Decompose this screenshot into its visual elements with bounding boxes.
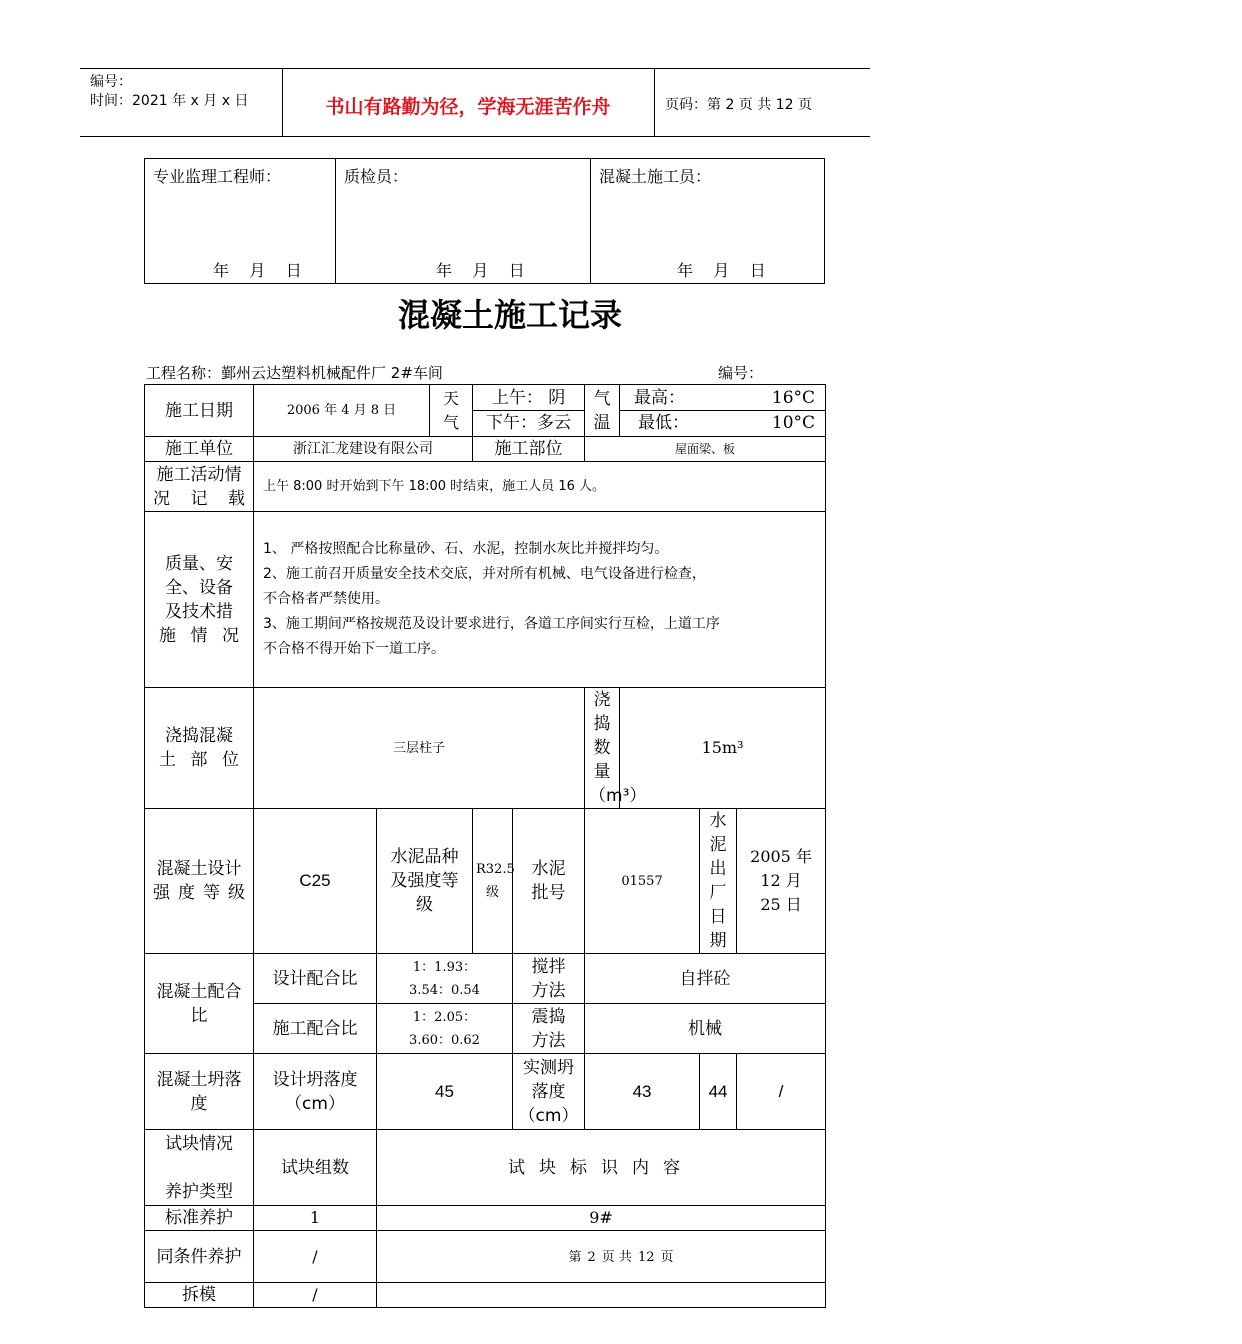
slump-label: 混凝土坍落度 [145,1054,254,1130]
header-divider-2 [654,68,655,136]
curing-type: 拆模 [145,1283,254,1308]
curing-mark [377,1283,826,1308]
specimen-label-1: 试块情况 [165,1134,233,1154]
measures-content [254,512,826,688]
header-page-info: 页码：第 2 页 共 12 页 [665,97,812,113]
signature-date: 年 月 日 [213,261,302,280]
cement-grade-label: 水泥品种及强度等级 [377,809,473,954]
project-number-label: 编号： [718,364,764,382]
pour-part-label: 浇捣混凝土部位 [145,688,254,809]
header-time: 时间：2021 年 x 月 x 日 [90,93,249,109]
curing-groups: / [254,1231,377,1283]
signature-label: 混凝土施工员： [599,167,712,186]
footer-suffix: 页 [660,1250,674,1265]
construct-mix-label: 施工配合比 [254,1004,377,1054]
specimen-mark-label: 试块标识内容 [377,1130,826,1206]
strength-value: C25 [254,809,377,954]
specimen-label [145,1130,254,1206]
signature-label: 质检员： [344,167,409,186]
signature-date: 年 月 日 [436,261,525,280]
design-slump-value: 45 [377,1054,513,1130]
measured-slump-label: 实测坍落度（cm） [513,1054,585,1130]
cement-batch-label: 水泥批号 [513,809,585,954]
mix-label: 混凝土配合比 [145,954,254,1054]
curing-groups: 1 [254,1206,377,1231]
cement-date-label: 水泥出厂日期 [700,809,737,954]
weather-values [473,385,585,437]
unit-label: 施工单位 [145,437,254,462]
measured-slump-2: 44 [700,1054,737,1130]
table-row [145,1283,826,1308]
signature-cell-builder [591,159,825,284]
header-motto: 书山有路勤为径，学海无涯苦作舟 [325,96,611,118]
table-row [145,1206,826,1231]
weather-am: 上午： 阴 [491,388,566,408]
temp-low-row [620,410,825,435]
activity-value: 上午 8:00 时开始到下午 18:00 时结束，施工人员 16 人。 [254,462,826,512]
design-slump-label: 设计坍落度（cm） [254,1054,377,1130]
footer-mid: 页 共 [601,1250,632,1265]
curing-groups: / [254,1283,377,1308]
activity-label: 施工活动情况记载 [145,462,254,512]
temp-label-text: 气温 [593,388,611,433]
specimen-groups-label: 试块组数 [254,1130,377,1206]
weather-label [430,385,473,437]
strength-label: 混凝土设计强度等级 [145,809,254,954]
curing-type: 标准养护 [145,1206,254,1231]
measure-line: 3、施工期间严格按规范及设计要求进行，各道工序间实行互检，上道工序 [263,616,720,632]
measure-line: 2、施工前召开质量安全技术交底，并对所有机械、电气设备进行检查， [263,566,706,582]
measures-label: 质量、安全、设备及技术措施情况 [145,512,254,688]
signature-label: 专业监理工程师： [153,167,282,186]
part-label: 施工部位 [473,437,585,462]
measure-line: 不合格者严禁使用。 [263,591,389,607]
curing-mark: 9# [377,1206,826,1231]
mixing-value: 自拌砼 [585,954,826,1004]
design-mix-label: 设计配合比 [254,954,377,1004]
temp-low: 10°C [771,413,816,433]
curing-type: 同条件养护 [145,1231,254,1283]
signature-cell-supervisor [145,159,336,284]
record-table [144,384,826,1308]
signature-date: 年 月 日 [677,261,766,280]
pour-part-value: 三层柱子 [254,688,585,809]
temp-low-label: 最低： [638,413,690,433]
header-bottom-rule [80,136,870,137]
design-mix-value: 1：1.93：3.54：0.54 [377,954,513,1004]
page-title: 混凝土施工记录 [397,296,622,334]
weather-pm: 下午：多云 [473,410,584,435]
measure-line: 1、 严格按照配合比称量砂、石、水泥，控制水灰比并搅拌均匀。 [263,541,669,557]
measured-slump-1: 43 [585,1054,700,1130]
cement-batch-value: 01557 [585,809,700,954]
footer-prefix: 第 [568,1250,582,1265]
cement-grade-value: R32.5 级 [473,809,513,954]
footer-total: 12 [637,1250,655,1265]
date-value: 2006 年 4 月 8 日 [254,385,430,437]
measure-line: 不合格不得开始下一道工序。 [263,641,445,657]
vibrate-label: 震捣方法 [513,1004,585,1054]
temp-high-label: 最高： [634,388,686,408]
signature-table [144,158,825,284]
vibrate-value: 机械 [585,1004,826,1054]
unit-value: 浙江汇龙建设有限公司 [254,437,473,462]
specimen-label-2: 养护类型 [165,1182,233,1202]
signature-cell-inspector [336,159,591,284]
weather-label-text: 天气 [443,388,460,432]
temp-label [585,385,620,437]
project-name: 工程名称：鄞州云达塑料机械配件厂 2#车间 [146,364,443,382]
temp-high-row [620,386,825,410]
part-value: 屋面梁、板 [585,437,826,462]
header-top-rule [80,68,870,69]
page-footer [0,1246,1242,1265]
temp-values [620,385,826,437]
temp-high: 16°C [771,388,816,408]
pour-qty-value: 15m³ [620,688,826,809]
cement-date-value: 2005 年 12 月 25 日 [737,809,826,954]
measured-slump-3: / [737,1054,826,1130]
header-number-label: 编号： [90,74,132,90]
mixing-label: 搅拌方法 [513,954,585,1004]
date-label: 施工日期 [145,385,254,437]
pour-qty-label: 浇捣数量（m³） [585,688,620,809]
footer-page: 2 [587,1250,596,1265]
construct-mix-value: 1：2.05：3.60：0.62 [377,1004,513,1054]
